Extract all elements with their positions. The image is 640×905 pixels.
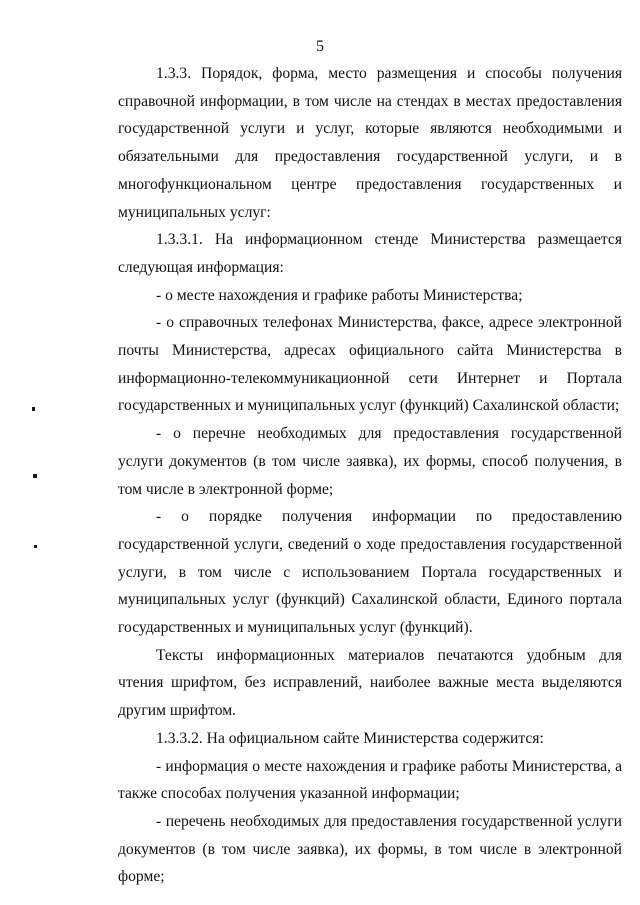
list-item-location: - о месте нахождения и графике работы Министерства; [156,286,523,304]
paragraph-1-3-3: 1.3.3. Порядок, форма, место размещения и способы получения справочной информации, в том числе на стендах в местах предоставления государственной услуги и услуг, которые являются необходимыми и обязательными для предоставления государственной услуги, и в многофункциональном центре предоставления государственных и муниципальных услуг: [118,65,622,221]
list-item-documents: - о перечне необходимых для предоставления государственной услуги документов (в том числе заявка), их формы, способ получения, в том числе в электронной форме; [118,425,622,498]
list-item-site-documents: - перечень необходимых для предоставления государственной услуги документов (в том числе заявка), их формы, в том числе в электронной форме; [118,812,622,886]
paragraph-1-3-3-2: 1.3.3.2. На официальном сайте Министерства содержится: [156,729,544,747]
document-body [118,60,622,891]
scan-artifact-mark [34,545,37,548]
paragraph-texts-info: Тексты информационных материалов печатаются удобным для чтения шрифтом, без исправлений, наиболее важные места выделяются другим шрифтом. [118,646,622,720]
scan-artifact-mark [32,407,35,411]
paragraph-1-3-3-1: 1.3.3.1. На информационном стенде Министерства размещается следующая информация: [118,231,622,276]
page-number: 5 [316,38,324,55]
scan-artifact-mark [33,474,37,478]
list-item-contacts: - о справочных телефонах Министерства, факсе, адресе электронной почты Министерства, адресах официального сайта Министерства в информационно-телекоммуникационной сети Интернет и Портала государственных и муниципальных услуг (функций) Сахалинской области; [118,314,622,415]
list-item-procedure: - о порядке получения информации по предоставлению государственной услуги, сведений о ходе предоставления государственной услуги, в том числе с использованием Портала государственных и муниципальных услуг (функций) Сахалинской области, Единого портала государственных и муниципальных услуг (функций). [118,508,622,637]
list-item-site-location: - информация о месте нахождения и графике работы Министерства, а также способах получения указанной информации; [118,757,622,803]
